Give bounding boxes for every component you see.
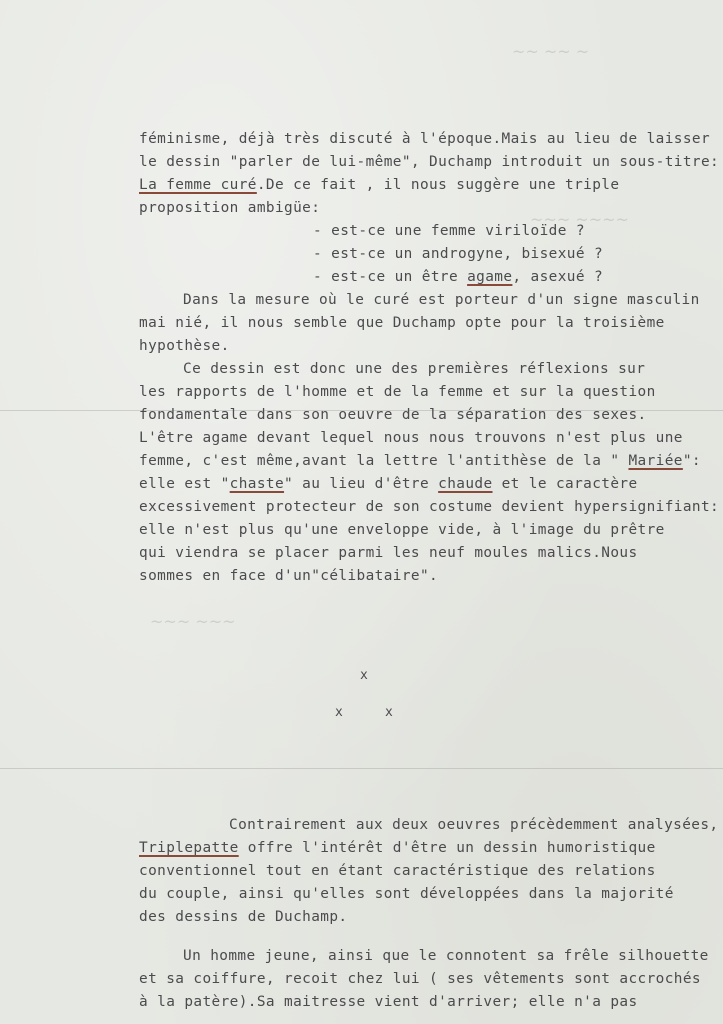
text-line: excessivement protecteur de son costume devient hypersignifiant: [139, 499, 720, 515]
text-line: La femme curé.De ce fait , il nous suggère une triple [139, 177, 620, 193]
text-line: Dans la mesure où le curé est porteur d'un signe masculin [183, 292, 700, 308]
separator-mark: x [335, 705, 343, 720]
list-item: - est-ce un androgyne, bisexué ? [313, 246, 604, 262]
text-line: elle est "chaste" au lieu d'être chaude et le caractère [139, 476, 638, 492]
text-line: du couple, ainsi qu'elles sont développées dans la majorité [139, 886, 674, 902]
text-line: proposition ambigüe: [139, 200, 321, 216]
show-through-handwriting: ~~~ ~~~ [150, 612, 236, 631]
list-item: - est-ce un être agame, asexué ? [313, 269, 604, 285]
text-line: hypothèse. [139, 338, 230, 354]
paper-fold [0, 768, 723, 769]
separator-mark: x [360, 668, 368, 683]
text-line: qui viendra se placer parmi les neuf moules malics.Nous [139, 545, 638, 561]
text-line: fondamentale dans son oeuvre de la séparation des sexes. [139, 407, 647, 423]
underlined-word: chaste [229, 476, 285, 492]
text-line: Ce dessin est donc une des premières réflexions sur [183, 361, 646, 377]
title-underlined: Triplepatte [139, 840, 239, 856]
separator-mark: x [385, 705, 393, 720]
text-line: sommes en face d'un"célibataire". [139, 568, 439, 584]
text-line: féminisme, déjà très discuté à l'époque.Mais au lieu de laisser [139, 131, 711, 147]
text-line: L'être agame devant lequel nous nous trouvons n'est plus une [139, 430, 683, 446]
text-line: femme, c'est même,avant la lettre l'antithèse de la " Mariée": [139, 453, 701, 469]
text-line: mai nié, il nous semble que Duchamp opte pour la troisième [139, 315, 665, 331]
text-line: elle n'est plus qu'une enveloppe vide, à l'image du prêtre [139, 522, 665, 538]
text-line: les rapports de l'homme et de la femme et sur la question [139, 384, 656, 400]
show-through-handwriting: ~~~ ~~~~ [530, 210, 629, 229]
text-line: et sa coiffure, recoit chez lui ( ses vêtements sont accrochés [139, 971, 701, 987]
text-line: à la patère).Sa maitresse vient d'arriver; elle n'a pas [139, 994, 638, 1010]
underlined-word: agame [467, 269, 513, 285]
subtitle-underlined: La femme curé [139, 177, 257, 193]
text-line: des dessins de Duchamp. [139, 909, 348, 925]
list-item: - est-ce une femme viriloïde ? [313, 223, 585, 239]
underlined-word: chaude [438, 476, 493, 492]
show-through-handwriting: ~~ ~~ ~ [512, 42, 590, 61]
underlined-word: Mariée [628, 453, 683, 469]
text-line: Contrairement aux deux oeuvres précèdemment analysées, [229, 817, 719, 833]
text-line: conventionnel tout en étant caractéristique des relations [139, 863, 656, 879]
text-line: Triplepatte offre l'intérêt d'être un dessin humoristique [139, 840, 656, 856]
text-line: le dessin "parler de lui-même", Duchamp introduit un sous-titre: [139, 154, 720, 170]
text-line: Un homme jeune, ainsi que le connotent sa frêle silhouette [183, 948, 709, 964]
